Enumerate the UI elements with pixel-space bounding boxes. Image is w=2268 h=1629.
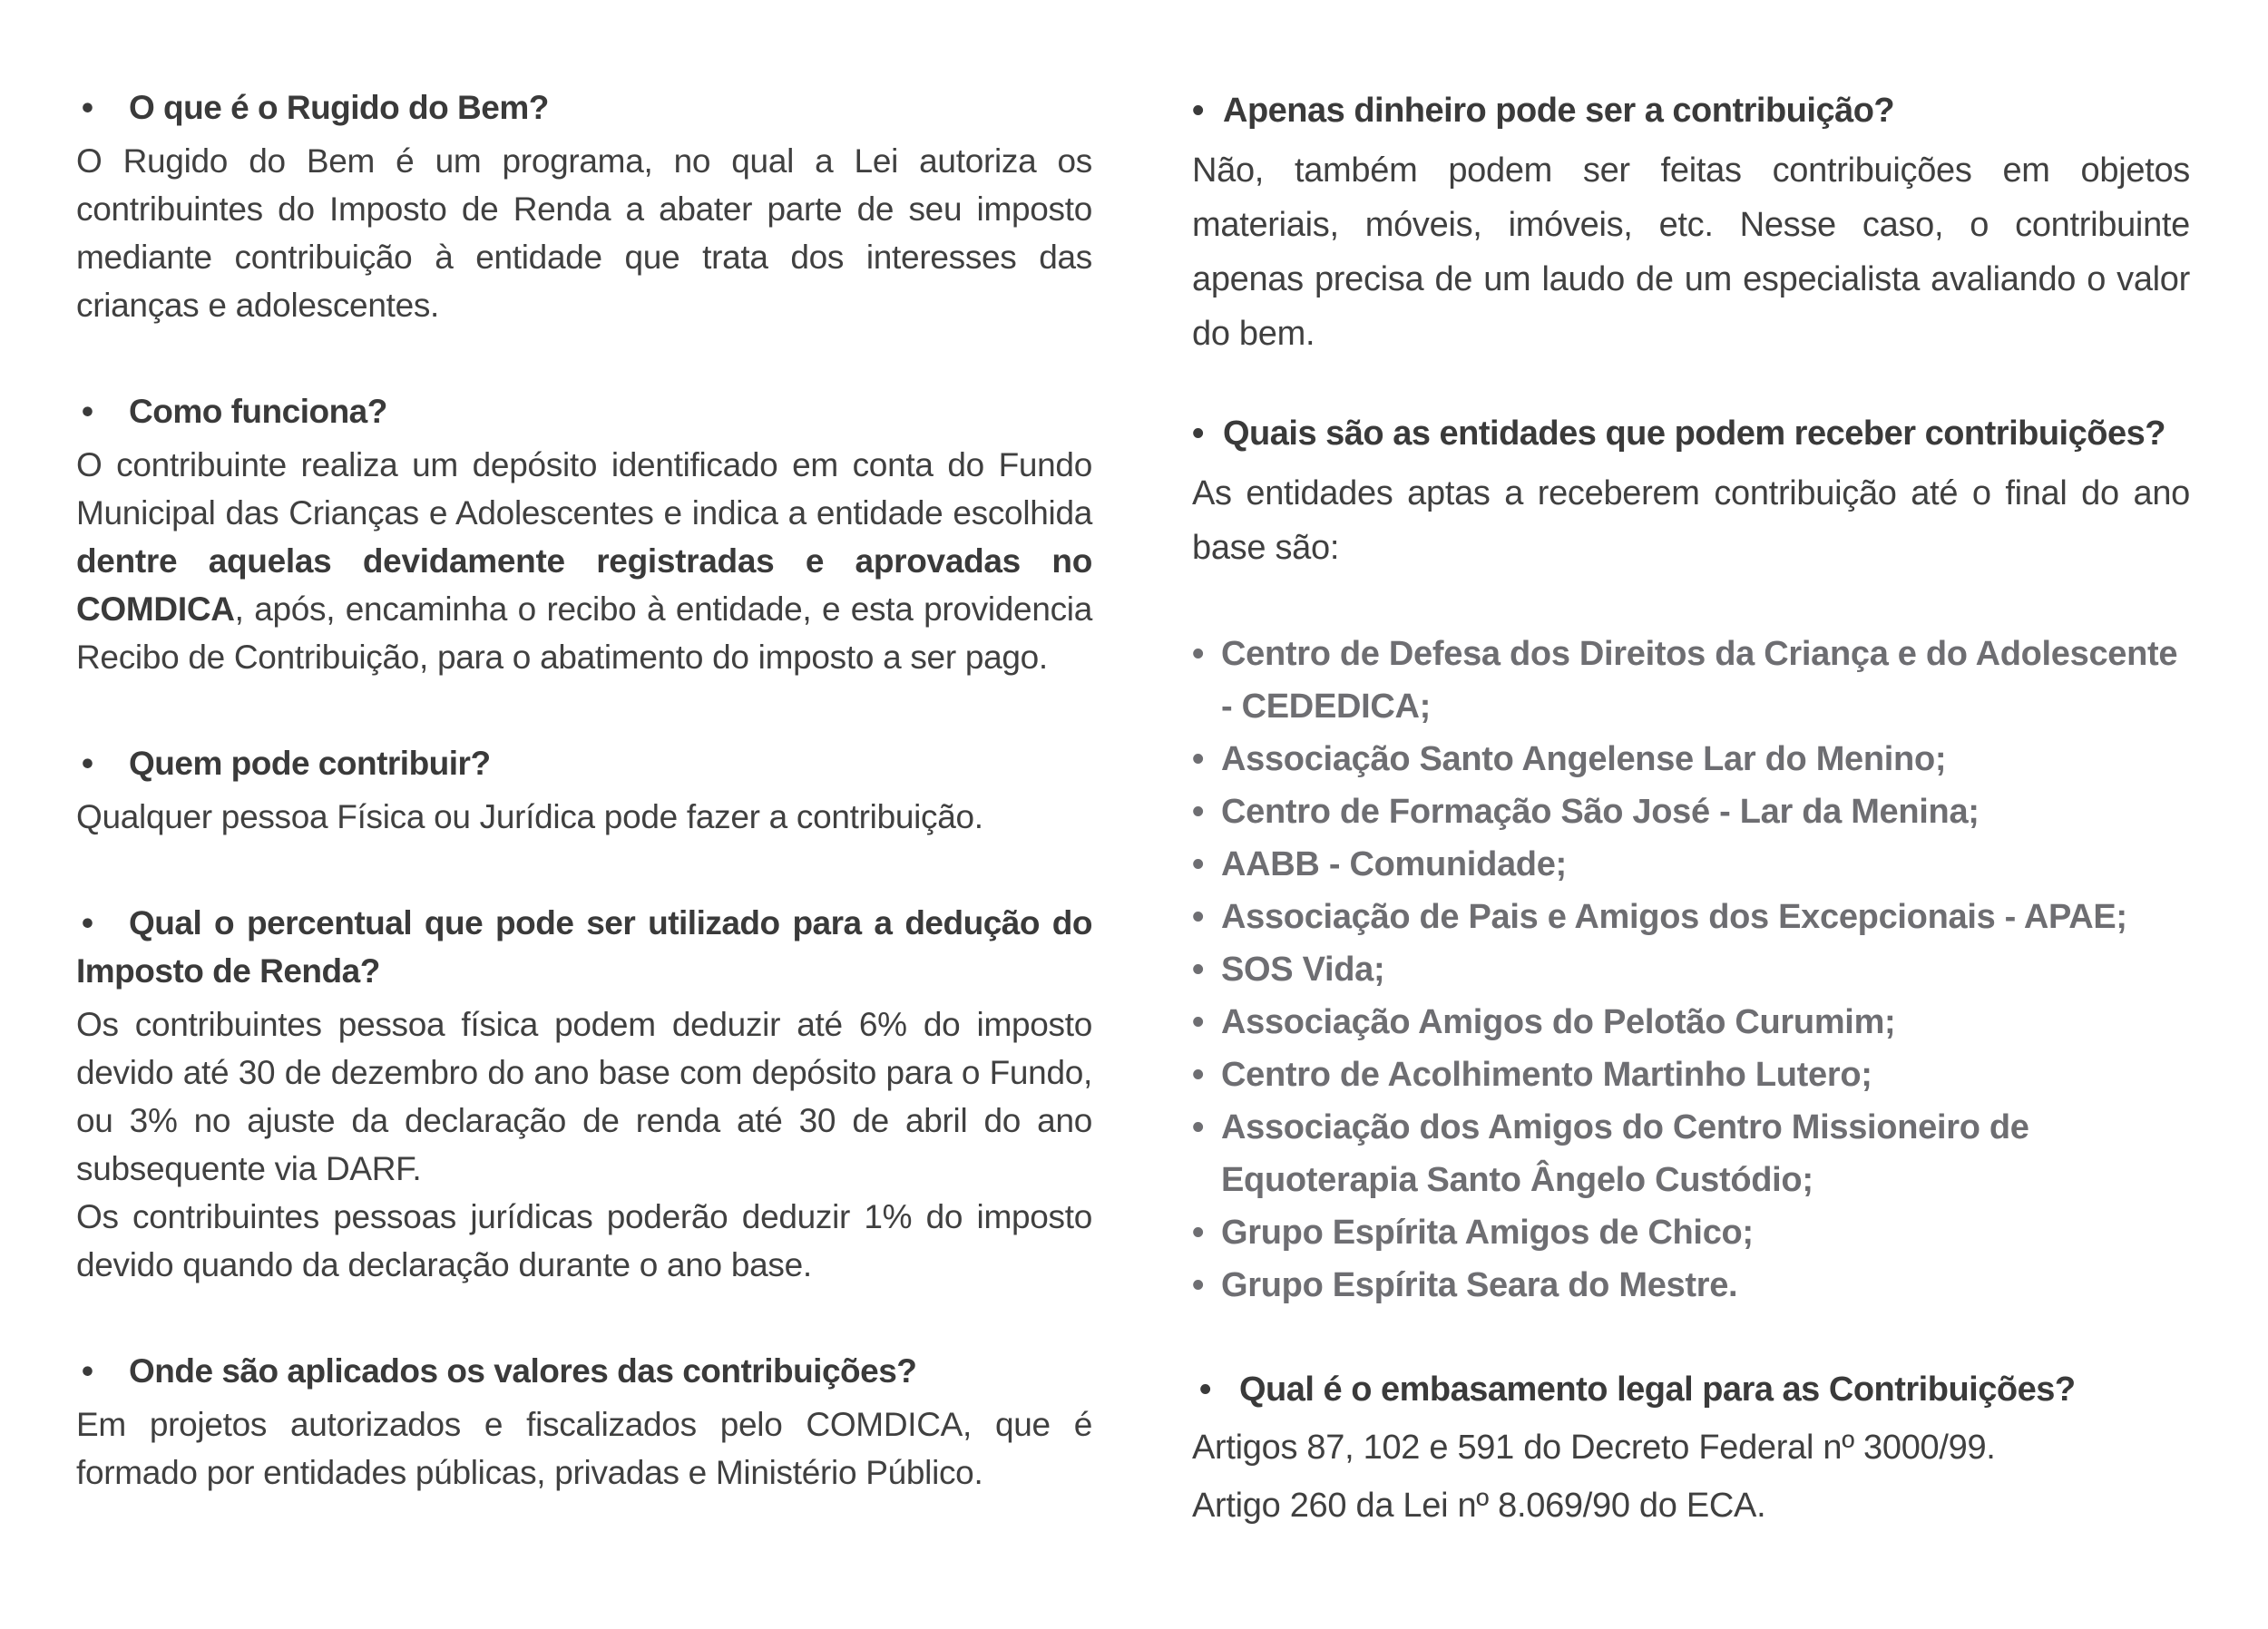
answer-segment-bold: dentre aquelas devidamente registradas e aprovadas no COMDICA: [76, 542, 1092, 628]
entity-item: [1192, 891, 2190, 943]
entity-name: Associação dos Amigos do Centro Missioneiro de Equoterapia Santo Ângelo Custódio;: [1221, 1108, 2029, 1199]
entity-item: [1192, 628, 2190, 733]
faq-question-text: Onde são aplicados os valores das contribuições?: [129, 1352, 917, 1390]
faq-question: [1192, 1362, 2190, 1417]
entity-name: AABB - Comunidade;: [1221, 845, 1567, 883]
faq-question: [76, 1347, 1092, 1395]
faq-section-legal-basis: [1192, 1362, 2190, 1533]
entity-name: Associação de Pais e Amigos dos Excepcionais - APAE;: [1221, 898, 2127, 936]
faq-section-who-can-contribute: [76, 739, 1092, 841]
faq-section-what-is: [76, 83, 1092, 329]
faq-question-text: Quais são as entidades que podem receber contribuições?: [1223, 415, 2165, 453]
faq-section-percentage: [76, 899, 1092, 1289]
faq-section-how-it-works: [76, 387, 1092, 681]
faq-answer: Qualquer pessoa Física ou Jurídica pode fazer a contribuição.: [76, 798, 983, 835]
faq-question-text: Apenas dinheiro pode ser a contribuição?: [1223, 92, 1895, 130]
bullet-icon: •: [1192, 898, 1205, 936]
bullet-icon: •: [1192, 845, 1205, 883]
entity-name: SOS Vida;: [1221, 951, 1385, 989]
bullet-icon: •: [1192, 1266, 1205, 1304]
entity-item: [1192, 733, 2190, 785]
bullet-icon: •: [1192, 740, 1205, 778]
faq-answer: O Rugido do Bem é um programa, no qual a Lei autoriza os contribuintes do Imposto de Renda a abater parte de seu imposto mediante contribuição à entidade que trata dos interesses das crianças e adolescentes.: [76, 142, 1092, 324]
right-column: [1192, 83, 2190, 1533]
faq-question-text: Qual o percentual que pode ser utilizado para a dedução do Imposto de Renda?: [76, 904, 1092, 990]
faq-section-only-money: [1192, 83, 2190, 361]
legal-reference-line: Artigo 260 da Lei nº 8.069/90 do ECA.: [1192, 1487, 1766, 1525]
faq-question-text: O que é o Rugido do Bem?: [129, 89, 549, 126]
faq-question: [76, 83, 1092, 132]
bullet-icon: •: [1192, 92, 1204, 130]
faq-question: [76, 387, 1092, 435]
faq-answer: [76, 441, 1092, 681]
faq-answer: Em projetos autorizados e fiscalizados pelo COMDICA, que é formado por entidades públicas, privadas e Ministério Público.: [76, 1406, 1092, 1491]
left-column: [76, 83, 1092, 1497]
faq-answer-continued: Os contribuintes pessoas jurídicas poderão deduzir 1% do imposto devido quando da declaração durante o ano base.: [76, 1198, 1092, 1283]
entity-item: [1192, 838, 2190, 891]
answer-segment-end: , após, encaminha o recibo à entidade, e esta providencia Recibo de Contribuição, para o abatimento do imposto a ser pago.: [76, 590, 1092, 676]
entity-name: Associação Amigos do Pelotão Curumim;: [1221, 1003, 1896, 1041]
faq-question: [1192, 83, 2190, 138]
answer-segment-start: O contribuinte realiza um depósito identificado em conta do Fundo Municipal das Crianças e Adolescentes e indica a entidade escolhida: [76, 446, 1092, 532]
entity-name: Grupo Espírita Seara do Mestre.: [1221, 1266, 1738, 1304]
faq-question-text: Como funciona?: [129, 393, 387, 430]
faq-answer: Não, também podem ser feitas contribuições em objetos materiais, móveis, imóveis, etc. Nesse caso, o contribuinte apenas precisa de um laudo de um especialista avaliando o valor do bem.: [1192, 151, 2190, 353]
bullet-icon: •: [1192, 951, 1205, 989]
entity-item: [1192, 943, 2190, 996]
faq-question: [76, 899, 1092, 995]
bullet-icon: •: [1192, 1108, 1205, 1146]
entity-name: Centro de Formação São José - Lar da Menina;: [1221, 793, 1980, 831]
faq-section-eligible-entities: [1192, 406, 2190, 1312]
bullet-icon: •: [1192, 1003, 1205, 1041]
bullet-icon: •: [1192, 1056, 1205, 1094]
entity-item: [1192, 1049, 2190, 1101]
faq-question-text: Qual é o embasamento legal para as Contribuições?: [1239, 1371, 2076, 1409]
entity-name: Centro de Defesa dos Direitos da Criança e do Adolescente - CEDEDICA;: [1221, 635, 2178, 726]
bullet-icon: •: [1192, 635, 1205, 673]
bullet-icon: •: [1192, 415, 1204, 453]
entity-item: [1192, 1259, 2190, 1312]
bullet-icon: •: [1192, 1214, 1205, 1252]
entity-item: [1192, 1101, 2190, 1206]
entity-item: [1192, 1206, 2190, 1259]
bullet-icon: •: [82, 1352, 93, 1390]
entity-name: Associação Santo Angelense Lar do Menino;: [1221, 740, 1947, 778]
entity-name: Centro de Acolhimento Martinho Lutero;: [1221, 1056, 1872, 1094]
faq-question: [76, 739, 1092, 787]
bullet-icon: •: [82, 89, 93, 126]
bullet-icon: •: [82, 904, 93, 941]
bullet-icon: •: [1192, 793, 1205, 831]
entity-item: [1192, 785, 2190, 838]
bullet-icon: •: [82, 393, 93, 430]
bullet-icon: •: [82, 745, 93, 782]
entity-name: Grupo Espírita Amigos de Chico;: [1221, 1214, 1754, 1252]
faq-section-where-applied: [76, 1347, 1092, 1497]
entity-list: [1192, 628, 2190, 1312]
faq-question: [1192, 406, 2190, 461]
faq-answer: Os contribuintes pessoa física podem deduzir até 6% do imposto devido até 30 de dezembro do ano base com depósito para o Fundo, ou 3% no ajuste da declaração de renda até 30 de abril do ano subsequente via DARF.: [76, 1006, 1092, 1187]
entity-item: [1192, 996, 2190, 1049]
faq-question-text: Quem pode contribuir?: [129, 745, 491, 782]
bullet-icon: •: [1199, 1371, 1211, 1409]
legal-reference-line: Artigos 87, 102 e 591 do Decreto Federal nº 3000/99.: [1192, 1429, 1996, 1467]
faq-answer: As entidades aptas a receberem contribuição até o final do ano base são:: [1192, 474, 2190, 567]
